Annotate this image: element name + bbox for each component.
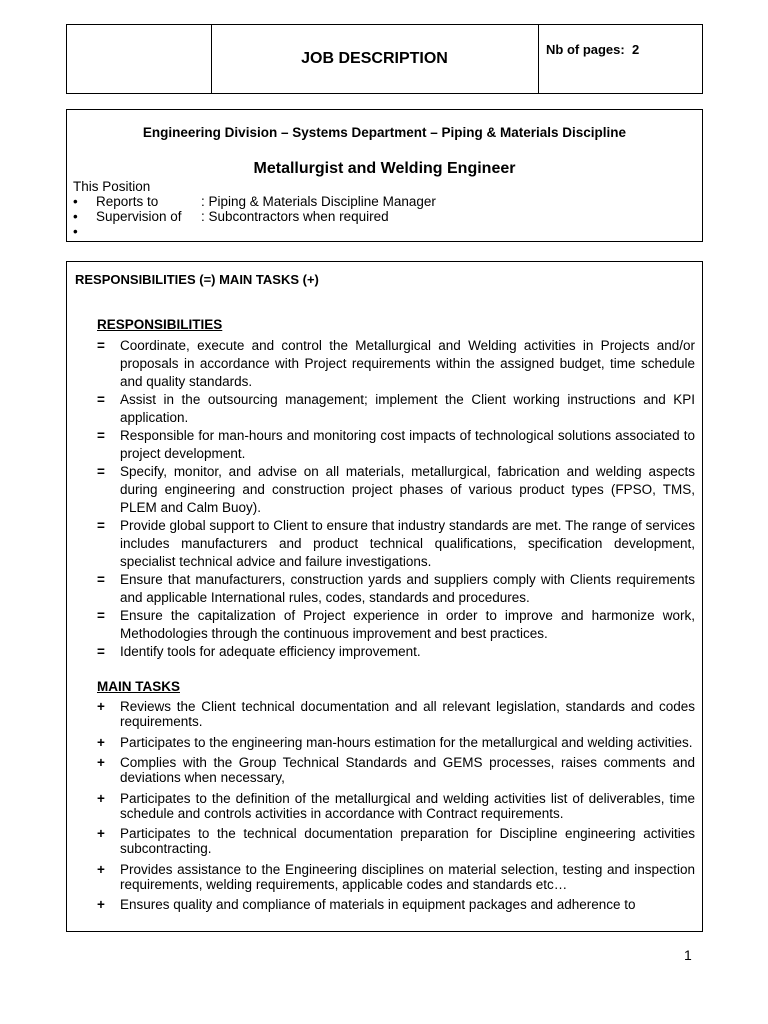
list-item xyxy=(97,897,695,912)
list-item xyxy=(97,427,695,463)
row-value: : Piping & Materials Discipline Manager xyxy=(201,194,436,209)
responsibilities-heading: RESPONSIBILITIES xyxy=(97,317,223,332)
list-item-text: Participates to the engineering man-hours estimation for the metallurgical and welding activities. xyxy=(120,734,693,750)
list-item-text: Provide global support to Client to ensure that industry standards are met. The range of services includes manufacturers and product technical qualifications, specification development, specialist technical advice and failure investigations. xyxy=(120,518,695,569)
list-marker: + xyxy=(97,790,105,806)
job-title: Metallurgist and Welding Engineer xyxy=(253,160,516,177)
position-row-empty xyxy=(73,224,150,239)
list-item xyxy=(97,517,695,571)
position-row-reports-to xyxy=(73,194,436,209)
list-item-text: Complies with the Group Technical Standards and GEMS processes, raises comments and deviations when necessary, xyxy=(120,755,695,785)
section-heading: RESPONSIBILITIES (=) MAIN TASKS (+) xyxy=(75,272,319,287)
row-label: Supervision of xyxy=(96,209,182,224)
list-item xyxy=(97,337,695,391)
position-details xyxy=(73,179,436,239)
list-marker: = xyxy=(97,464,105,479)
list-item xyxy=(97,391,695,427)
list-item xyxy=(97,826,695,856)
main-tasks-list xyxy=(97,699,695,918)
list-item-text: Specify, monitor, and advise on all materials, metallurgical, fabrication and welding aspects during engineering and construction project phases of various product types (FPSO, TMS, PLEM and Calm Buoy). xyxy=(120,464,695,515)
list-item xyxy=(97,571,695,607)
division-line: Engineering Division – Systems Department – Piping & Materials Discipline xyxy=(142,125,627,140)
header-table xyxy=(66,24,703,94)
position-row-supervision xyxy=(73,209,389,224)
list-item xyxy=(97,862,695,892)
list-item xyxy=(97,755,695,785)
list-item xyxy=(97,463,695,517)
list-item-text: Identify tools for adequate efficiency improvement. xyxy=(120,644,421,659)
page-number: 1 xyxy=(684,947,692,963)
bullet: • xyxy=(73,224,78,239)
list-marker: = xyxy=(97,518,105,533)
list-item-text: Coordinate, execute and control the Metallurgical and Welding activities in Projects and/or proposals in accordance with Project requirements within the assigned budget, time schedule and quality standards. xyxy=(120,338,695,389)
list-item-text: Ensure the capitalization of Project experience in order to improve and harmonize work, Methodologies through the continuous improvement and best practices. xyxy=(120,608,695,641)
list-marker: + xyxy=(97,755,105,770)
list-item xyxy=(97,699,695,729)
list-item-text: Participates to the technical documentation preparation for Discipline engineering activities subcontracting. xyxy=(120,826,695,856)
list-marker: = xyxy=(97,644,105,659)
list-item-text: Participates to the definition of the metallurgical and welding activities list of deliverables, time schedule and controls activities in accordance with Contract requirements. xyxy=(120,790,695,821)
pages-label: Nb of pages: xyxy=(546,42,625,57)
document-title: JOB DESCRIPTION xyxy=(211,25,539,93)
this-position-label: This Position xyxy=(73,179,151,194)
list-marker: + xyxy=(97,861,105,877)
list-marker: = xyxy=(97,608,105,623)
list-marker: + xyxy=(97,699,105,714)
responsibilities-list xyxy=(97,337,695,661)
pages-count xyxy=(546,42,639,57)
list-item-text: Reviews the Client technical documentation and all relevant legislation, standards and codes requirements. xyxy=(120,699,695,729)
list-marker: = xyxy=(97,338,105,353)
position-section xyxy=(66,109,703,242)
list-item xyxy=(97,735,695,750)
list-item-text: Provides assistance to the Engineering disciplines on material selection, testing and inspection requirements, welding requirements, applicable codes and standards etc… xyxy=(120,861,695,892)
bullet: • xyxy=(73,209,78,224)
list-marker: = xyxy=(97,572,105,587)
list-item-text: Ensure that manufacturers, construction yards and suppliers comply with Clients requirements and applicable International rules, codes, standards and procedures. xyxy=(120,572,695,605)
main-tasks-heading: MAIN TASKS xyxy=(97,679,180,694)
list-item xyxy=(97,643,695,661)
header-logo-cell xyxy=(67,25,212,93)
pages-value: 2 xyxy=(631,42,640,57)
row-label: Reports to xyxy=(96,194,159,209)
list-marker: + xyxy=(97,734,105,750)
list-marker: + xyxy=(97,897,105,912)
list-marker: + xyxy=(97,826,105,841)
pages-cell xyxy=(538,25,702,93)
list-marker: = xyxy=(97,392,105,407)
list-marker: = xyxy=(97,428,105,443)
list-item-text: Assist in the outsourcing management; implement the Client working instructions and KPI application. xyxy=(120,392,695,425)
responsibilities-section xyxy=(66,261,703,932)
bullet: • xyxy=(73,194,78,209)
row-value: : Subcontractors when required xyxy=(201,209,389,224)
list-item xyxy=(97,791,695,821)
list-item xyxy=(97,607,695,643)
list-item-text: Ensures quality and compliance of materials in equipment packages and adherence to xyxy=(120,897,636,912)
list-item-text: Responsible for man-hours and monitoring cost impacts of technological solutions associated to project development. xyxy=(120,428,695,461)
